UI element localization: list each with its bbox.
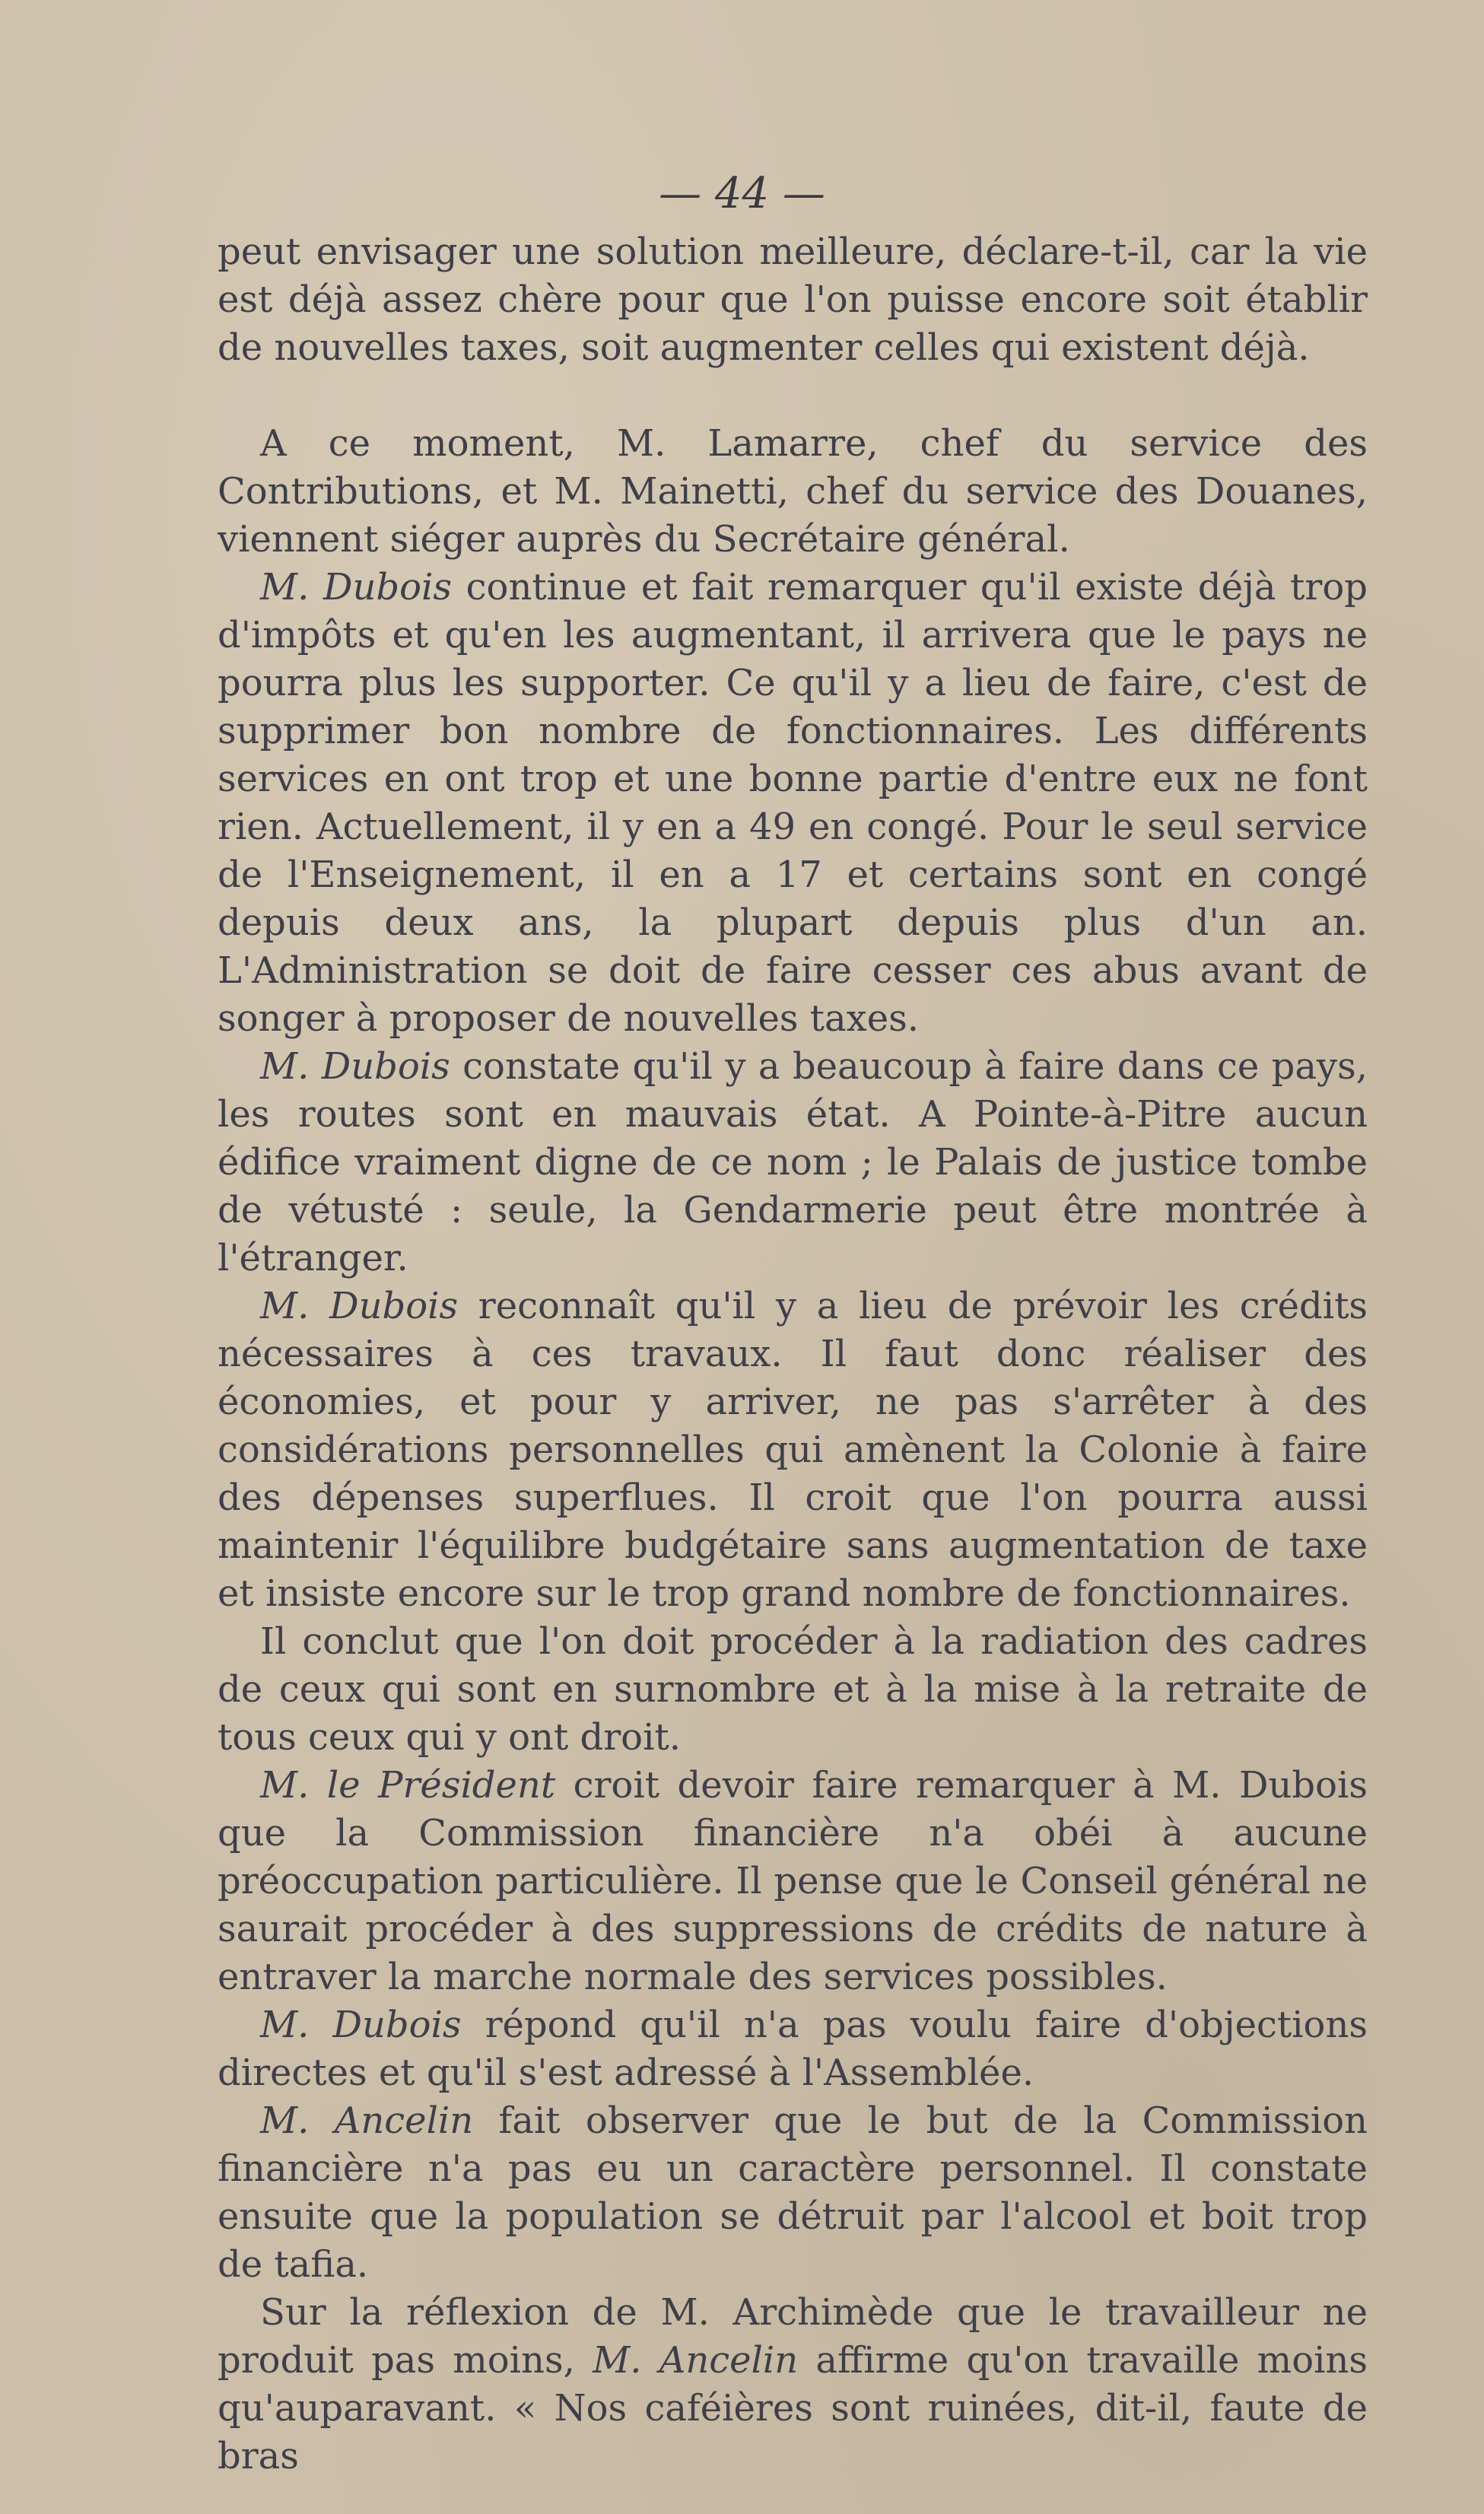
- speaker-name: M. Ancelin: [593, 2339, 799, 2382]
- paragraph-text: affirme qu'on travaille moins qu'auparavant. « Nos caféières sont ruinées, dit-il, faute de bras: [218, 2339, 1368, 2477]
- paragraph-1: [218, 228, 1368, 372]
- paragraph-text: A ce moment, M. Lamarre, chef du service des Contributions, et M. Mainetti, chef du service des Douanes, viennent siéger auprès du Secrétaire général.: [218, 422, 1368, 561]
- paragraph-8: [218, 2001, 1368, 2097]
- paragraph-text: continue et fait remarquer qu'il existe déjà trop d'impôts et qu'en les augmentant, il arrivera que le pays ne pourra plus les supporter. Ce qu'il y a lieu de faire, c'est de supprimer bon nombre de fonctionnaires. Les différents services en ont trop et une bonne partie d'entre eux ne font rien. Actuellement, il y en a 49 en congé. Pour le seul service de l'Enseignement, il en a 17 et certains sont en congé depuis deux ans, la plupart depuis plus d'un an. L'Administration se doit de faire cesser ces abus avant de songer à proposer de nouvelles taxes.: [218, 566, 1368, 1040]
- paragraph-2: [218, 420, 1368, 564]
- paragraph-6: [218, 1618, 1368, 1762]
- speaker-name: M. Dubois: [260, 1045, 450, 1088]
- paragraph-10: [218, 2289, 1368, 2481]
- paragraph-5: [218, 1282, 1368, 1618]
- speaker-name: M. Ancelin: [260, 2099, 474, 2142]
- paragraph-text: répond qu'il n'a pas voulu faire d'objections directes et qu'il s'est adressé à l'Assemblée.: [218, 2004, 1368, 2094]
- document-body: [218, 228, 1368, 2481]
- paragraph-text: croit devoir faire remarquer à M. Dubois que la Commission financière n'a obéi à aucune préoccupation particulière. Il pense que le Conseil général ne saurait procéder à des suppressions de crédits de nature à entraver la marche normale des services possibles.: [218, 1764, 1368, 1998]
- paragraph-7: [218, 1762, 1368, 2001]
- paragraph-text: constate qu'il y a beaucoup à faire dans ce pays, les routes sont en mauvais état. A Pointe-à-Pitre aucun édifice vraiment digne de ce nom ; le Palais de justice tombe de vétusté : seule, la Gendarmerie peut être montrée à l'étranger.: [218, 1045, 1368, 1279]
- page-number: — 44 —: [659, 169, 825, 218]
- paragraph-text: fait observer que le but de la Commission financière n'a pas eu un caractère personnel. Il constate ensuite que la population se détruit par l'alcool et boit trop de tafia.: [218, 2099, 1368, 2286]
- speaker-name: M. Dubois: [260, 2004, 462, 2046]
- speaker-name: M. le Président: [260, 1764, 556, 1807]
- paragraph-9: [218, 2097, 1368, 2289]
- paragraph-text: reconnaît qu'il y a lieu de prévoir les crédits nécessaires à ces travaux. Il faut donc réaliser des économies, et pour y arriver, ne pas s'arrêter à des considérations personnelles qui amènent la Colonie à faire des dépenses superflues. Il croit que l'on pourra aussi maintenir l'équilibre budgétaire sans augmentation de taxe et insiste encore sur le trop grand nombre de fonctionnaires.: [218, 1285, 1368, 1615]
- paragraph-4: [218, 1043, 1368, 1282]
- paragraph-text: peut envisager une solution meilleure, déclare-t-il, car la vie est déjà assez chère pour que l'on puisse encore soit établir de nouvelles taxes, soit augmenter celles qui existent déjà.: [218, 230, 1368, 369]
- paragraph-3: [218, 564, 1368, 1043]
- paragraph-spacer: [218, 372, 1368, 420]
- speaker-name: M. Dubois: [260, 1285, 459, 1327]
- paragraph-lead-text: Sur la réflexion de M. Archimède que le travailleur ne produit pas moins,: [218, 2291, 1368, 2382]
- speaker-name: M. Dubois: [260, 566, 453, 609]
- paragraph-text: Il conclut que l'on doit procéder à la radiation des cadres de ceux qui sont en surnombre et à la mise à la retraite de tous ceux qui y ont droit.: [218, 1620, 1368, 1759]
